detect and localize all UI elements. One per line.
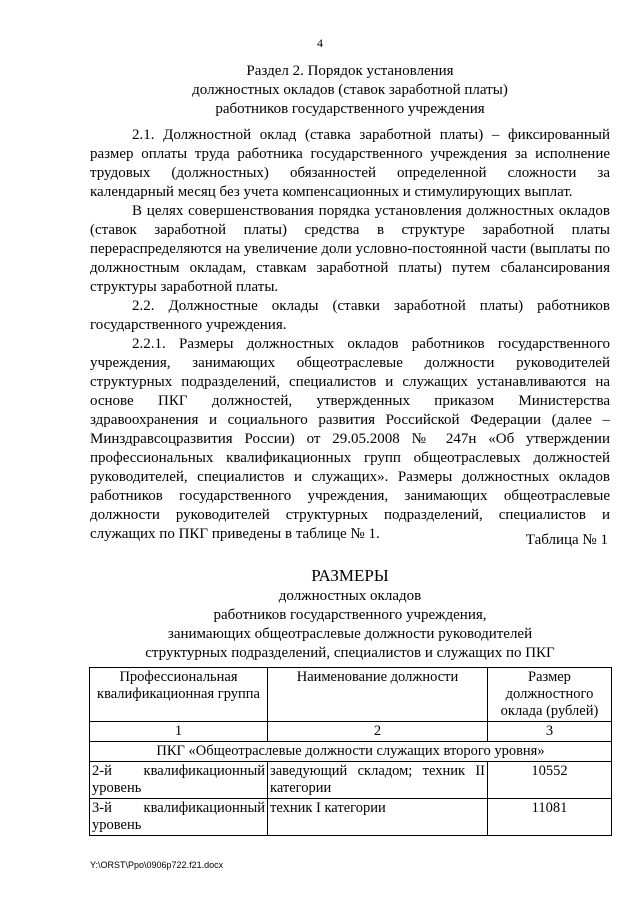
salary-cell: 11081: [488, 799, 612, 836]
level-cell: 2-й квалификационный уровень: [90, 762, 268, 799]
header-cell: Профессиональная квалификационная группа: [90, 668, 268, 722]
paragraph: В целях совершенствования порядка установления должностных окладов (ставок заработной платы) средства в структуре заработной платы перераспределяются на увеличение доли условно-постоянной части (выплаты по должностным окладам, ставкам заработной платы) путем сбалансирования структуры заработной платы.: [90, 203, 610, 295]
position-cell: техник I категории: [268, 799, 488, 836]
table-heading-line: работников государственного учреждения,: [213, 607, 487, 623]
section-title-line: Раздел 2. Порядок установления: [246, 63, 454, 79]
paragraph: 2.2. Должностные оклады (ставки заработной платы) работников государственного учреждения.: [90, 298, 610, 333]
footer-file-path: Y:\ORST\Ppo\0906p722.f21.docx: [90, 860, 224, 870]
position-cell: заведующий складом; техник II категории: [268, 762, 488, 799]
table-heading-main: РАЗМЕРЫ: [311, 566, 389, 585]
header-cell: Наименование должности: [268, 668, 488, 722]
group-row: [90, 742, 612, 762]
salary-cell: 10552: [488, 762, 612, 799]
section-title: [90, 62, 610, 119]
salary-table: [89, 667, 612, 836]
table-row: [90, 799, 612, 836]
level-cell: 3-й квалификационный уровень: [90, 799, 268, 836]
table-heading-line: структурных подразделений, специалистов и служащих по ПКГ: [145, 645, 555, 661]
column-number: 2: [268, 722, 488, 742]
table-label: Таблица № 1: [525, 532, 608, 548]
paragraph: 2.1. Должностной оклад (ставка заработной платы) – фиксированный размер оплаты труда работника государственного учреждения за исполнение трудовых (должностных) обязанностей определенной сложности за календарный месяц без учета компенсационных и стимулирующих выплат.: [90, 127, 610, 200]
paragraph: 2.2.1. Размеры должностных окладов работников государственного учреждения, занимающих общеотраслевые должности руководителей структурных подразделений, специалистов и служащих устанавливаются на основе ПКГ должностей, утвержденных приказом Министерства здравоохранения и социального развития Российской Федерации (далее – Минздравсоцразвития России) от 29.05.2008 № 247н «Об утверждении профессиональных квалификационных групп общеотраслевых должностей руководителей, специалистов и служащих». Размеры должностных окладов работников государственного учреждения, занимающих общеотраслевые должности руководителей структурных подразделений, специалистов и служащих по ПКГ приведены в таблице № 1.: [90, 336, 610, 542]
table-row: [90, 762, 612, 799]
table-heading-line: должностных окладов: [278, 588, 422, 604]
section-title-line: должностных окладов (ставок заработной платы): [192, 82, 508, 98]
column-number-row: [90, 722, 612, 742]
page-number: 4: [317, 36, 323, 50]
group-cell: ПКГ «Общеотраслевые должности служащих второго уровня»: [90, 742, 612, 762]
table-header-row: [90, 668, 612, 722]
table-heading: [90, 565, 610, 663]
table-heading-line: занимающих общеотраслевые должности руководителей: [167, 626, 533, 642]
body-text: [90, 126, 610, 544]
header-cell: Размер должностного оклада (рублей): [488, 668, 612, 722]
column-number: 1: [90, 722, 268, 742]
section-title-line: работников государственного учреждения: [215, 101, 485, 117]
column-number: 3: [488, 722, 612, 742]
